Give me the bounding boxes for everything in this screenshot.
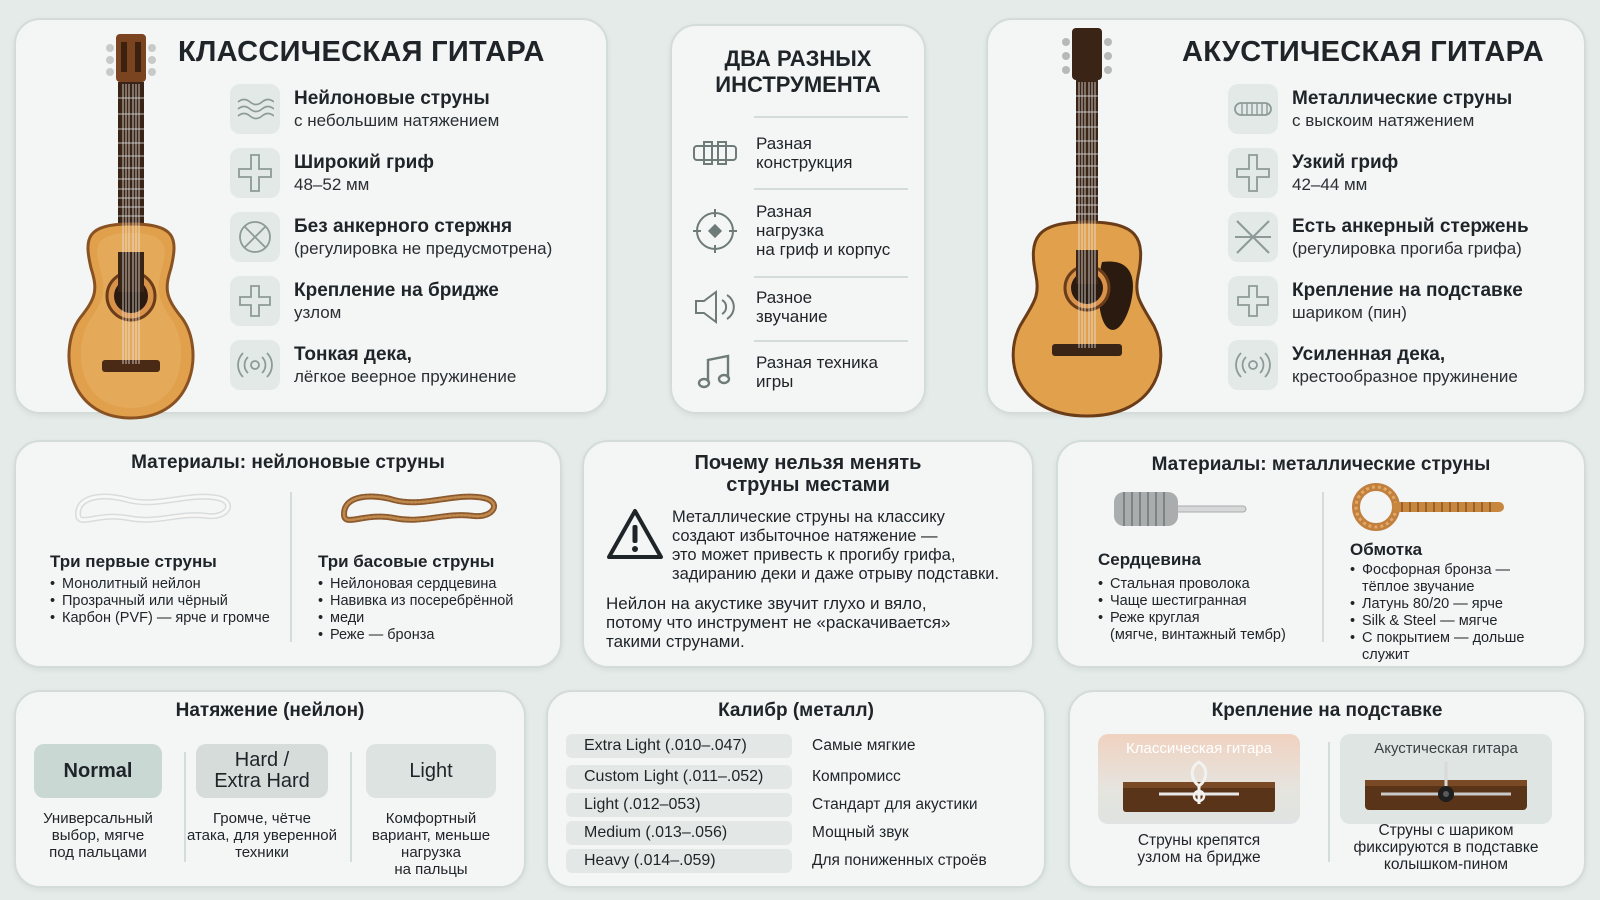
item-line: Разное — [756, 288, 813, 307]
text-line: выбор, мягче — [51, 827, 145, 844]
acoustic-feature — [1228, 276, 1523, 326]
acoustic-feature — [1228, 148, 1398, 198]
gauge-name: Light (.012–053) — [566, 793, 792, 817]
option-desc — [356, 810, 506, 878]
classical-guitar-illustration — [46, 28, 216, 420]
text-line: Комфортный — [385, 810, 477, 827]
item-line: на гриф и корпус — [756, 240, 891, 259]
tension-option-hard[interactable] — [196, 744, 328, 798]
nylon-text — [606, 594, 950, 651]
text-line: Универсальный — [43, 810, 153, 827]
text-line: вариант, меньше — [371, 827, 491, 844]
option-label: Hard / — [234, 749, 290, 771]
gauge-row — [566, 765, 1026, 789]
bridge-pin-icon — [1228, 276, 1278, 326]
classical-feature — [230, 84, 499, 134]
two-instruments-title — [672, 46, 924, 98]
difference-item — [692, 134, 904, 172]
acoustic-feature — [1228, 84, 1512, 134]
feature-title: Крепление на подставке — [1292, 279, 1523, 301]
feature-title: Металлические струны — [1292, 87, 1513, 109]
list-item: • С покрытием — дольше — [1350, 630, 1525, 647]
text-line: создают избыточное натяжение — — [672, 527, 938, 545]
why-card — [582, 440, 1034, 668]
list-item: • Реже круглая — [1098, 610, 1286, 627]
classical-feature — [230, 276, 499, 326]
warning-text — [672, 508, 999, 584]
section-title: Крепление на подставке — [1211, 700, 1443, 721]
section-title: Калибр (металл) — [718, 700, 874, 721]
mount-card — [1068, 690, 1586, 888]
gauge-row — [566, 821, 1026, 845]
section-title: Материалы: нейлоновые струны — [131, 452, 445, 473]
divider — [350, 752, 352, 862]
feature-title: Усиленная дека, — [1292, 343, 1446, 365]
difference-item — [692, 202, 904, 259]
vibration-icon — [230, 340, 280, 390]
gauge-name: Medium (.013–.056) — [566, 821, 792, 845]
divider — [290, 492, 292, 642]
feature-sub: 48–52 мм — [294, 174, 370, 194]
wrap-title: Обмотка — [1350, 540, 1423, 559]
list-item: • Латунь 80/20 — ярче — [1350, 596, 1525, 613]
divider — [754, 276, 908, 278]
title-line: струны местами — [726, 474, 890, 496]
gauge-desc: Для пониженных строёв — [812, 852, 987, 869]
core-title: Сердцевина — [1098, 550, 1202, 569]
item-line: нагрузка — [756, 221, 824, 240]
section-title: Натяжение (нейлон) — [175, 700, 365, 721]
bronze-wrap-image — [1348, 482, 1508, 532]
neck-cross-icon — [1228, 148, 1278, 198]
list-item: тёплое звучание — [1362, 579, 1475, 595]
classical-feature — [230, 340, 516, 390]
two-instruments-card — [670, 24, 926, 414]
divider — [754, 116, 908, 118]
divider — [1328, 742, 1330, 862]
gauge-row — [566, 734, 1026, 758]
option-label: Light — [409, 759, 453, 782]
item-line: игры — [756, 372, 794, 391]
bass-string-coil-image — [334, 484, 504, 534]
title-line: ИНСТРУМЕНТА — [715, 72, 881, 97]
text-line: узлом на бридже — [1137, 849, 1261, 866]
warning-icon — [606, 508, 664, 560]
acoustic-bridge-panel — [1340, 734, 1552, 824]
section-title: Материалы: металлические струны — [1151, 454, 1491, 475]
music-note-icon — [692, 352, 738, 392]
tension-option-light[interactable] — [366, 744, 496, 798]
gauge-card — [546, 690, 1046, 888]
gauge-row — [566, 793, 1026, 817]
nylon-string-coil-image — [68, 484, 238, 534]
text-line: Металлические струны на классику — [672, 508, 945, 526]
divider — [754, 188, 908, 190]
feature-title: Без анкерного стержня — [294, 215, 513, 237]
option-label: Normal — [63, 759, 133, 782]
acoustic-feature — [1228, 212, 1529, 262]
treble-strings-title: Три первые струны — [50, 552, 217, 571]
feature-sub: (регулировка не предусмотрена) — [294, 238, 553, 258]
text-line: на пальцы — [394, 861, 468, 878]
item-line: конструкция — [756, 153, 853, 172]
item-line: Разная техника — [756, 353, 878, 372]
divider — [1322, 492, 1324, 642]
classical-feature — [230, 148, 434, 198]
metal-coil-icon — [1228, 84, 1278, 134]
feature-title: Нейлоновые струны — [294, 87, 490, 109]
bridge-knot-icon — [230, 276, 280, 326]
truss-rod-icon — [1228, 212, 1278, 262]
gauge-desc: Самые мягкие — [812, 737, 916, 754]
bass-strings-title: Три басовые струны — [318, 552, 495, 571]
option-desc — [22, 810, 174, 861]
classical-bridge-label: Классическая гитара — [1126, 740, 1272, 757]
feature-sub: с небольшим натяжением — [294, 110, 500, 130]
title-line: Почему нельзя менять — [694, 452, 922, 474]
metal-materials-card — [1056, 440, 1586, 668]
list-item: • Silk & Steel — мягче — [1350, 613, 1525, 630]
gauge-name: Custom Light (.011–.052) — [566, 765, 792, 789]
feature-sub: крестообразное пружинение — [1292, 366, 1518, 386]
text-line: нагрузка — [401, 844, 461, 861]
gauge-name: Heavy (.014–.059) — [566, 849, 792, 873]
feature-sub: с выскоим натяжением — [1292, 110, 1475, 130]
feature-title: Крепление на бридже — [294, 279, 499, 301]
gauge-desc: Мощный звук — [812, 824, 909, 841]
text-line: задиранию деки и даже отрыву подставки. — [672, 565, 1000, 583]
item-line: Разная — [756, 202, 812, 221]
text-line: такими струнами. — [606, 632, 745, 651]
acoustic-guitar-illustration — [996, 26, 1176, 418]
list-item: • Стальная проволока — [1098, 576, 1286, 593]
classical-bridge-panel — [1098, 734, 1300, 824]
acoustic-mount-desc — [1334, 822, 1558, 873]
feature-sub: узлом — [294, 302, 342, 322]
list-item: • Навивка из посеребрённой — [318, 593, 513, 610]
tension-card — [14, 690, 526, 888]
gauge-desc: Стандарт для акустики — [812, 796, 978, 813]
list-item: • Карбон (PVF) — ярче и громче — [50, 610, 270, 627]
text-line: Струны с шариком — [1378, 822, 1514, 839]
construction-icon — [692, 138, 738, 168]
text-line: атака, для уверенной — [186, 827, 338, 844]
feature-title: Тонкая дека, — [294, 343, 412, 365]
text-line: под пальцами — [49, 844, 147, 861]
option-desc — [176, 810, 348, 861]
feature-title: Есть анкерный стержень — [1292, 215, 1529, 237]
list-item: служит — [1362, 647, 1410, 663]
feature-sub: шариком (пин) — [1292, 302, 1407, 322]
text-line: Струны крепятся — [1137, 832, 1261, 849]
list-item: • Реже — бронза — [318, 627, 513, 644]
list-item: • меди — [318, 610, 513, 627]
steel-core-image — [1110, 484, 1250, 534]
list-item: (мягче, винтажный тембр) — [1110, 627, 1286, 643]
no-truss-rod-icon — [230, 212, 280, 262]
text-line: колышком-пином — [1383, 856, 1509, 873]
gauge-desc: Компромисс — [812, 768, 901, 785]
list-item: • Прозрачный или чёрный — [50, 593, 270, 610]
treble-strings-list — [50, 576, 270, 627]
acoustic-bridge-image — [1361, 762, 1531, 820]
text-line: Громче, чётче — [213, 810, 311, 827]
text-line: техники — [235, 844, 289, 861]
speaker-icon — [692, 289, 738, 325]
list-item: • Нейлоновая сердцевина — [318, 576, 513, 593]
list-item: • Фосфорная бронза — — [1350, 562, 1525, 579]
neck-cross-icon — [230, 148, 280, 198]
list-item: • Чаще шестигранная — [1098, 593, 1286, 610]
gauge-name: Extra Light (.010–.047) — [566, 734, 792, 758]
acoustic-title: АКУСТИЧЕСКАЯ ГИТАРА — [1182, 36, 1544, 68]
vibration-icon — [1228, 340, 1278, 390]
wrap-list — [1350, 562, 1525, 664]
gauge-row — [566, 849, 1026, 873]
acoustic-feature — [1228, 340, 1518, 390]
difference-item — [692, 288, 904, 326]
core-list — [1098, 576, 1286, 644]
text-line: Нейлон на акустике звучит глухо и вяло, — [606, 594, 927, 613]
text-line: это может привесть к прогибу грифа, — [672, 546, 956, 564]
tension-option-normal[interactable] — [34, 744, 162, 798]
list-item: • Монолитный нейлон — [50, 576, 270, 593]
bass-strings-list — [318, 576, 513, 644]
acoustic-guitar-card — [986, 18, 1586, 414]
classical-mount-desc — [1098, 832, 1300, 866]
why-title — [584, 452, 1032, 496]
text-line: фиксируются в подставке — [1353, 839, 1539, 856]
item-line: звучание — [756, 307, 828, 326]
divider — [754, 340, 908, 342]
feature-title: Широкий гриф — [294, 151, 434, 173]
item-line: Разная — [756, 134, 812, 153]
feature-sub: лёгкое веерное пружинение — [294, 366, 517, 386]
wave-strings-icon — [230, 84, 280, 134]
title-line: ДВА РАЗНЫХ — [724, 46, 872, 71]
text-line: потому что инструмент не «раскачивается» — [606, 613, 951, 632]
target-load-icon — [692, 208, 738, 254]
feature-sub: 42–44 мм — [1292, 174, 1368, 194]
classical-feature — [230, 212, 552, 262]
classical-title: КЛАССИЧЕСКАЯ ГИТАРА — [178, 36, 545, 68]
feature-title: Узкий гриф — [1292, 151, 1399, 173]
nylon-materials-card — [14, 440, 562, 668]
option-label: Extra Hard — [214, 770, 310, 792]
feature-sub: (регулировка прогиба грифа) — [1292, 238, 1522, 258]
classical-guitar-card — [14, 18, 608, 414]
acoustic-bridge-label: Акустическая гитара — [1374, 740, 1518, 757]
classical-bridge-image — [1119, 760, 1279, 820]
difference-item — [692, 352, 904, 392]
